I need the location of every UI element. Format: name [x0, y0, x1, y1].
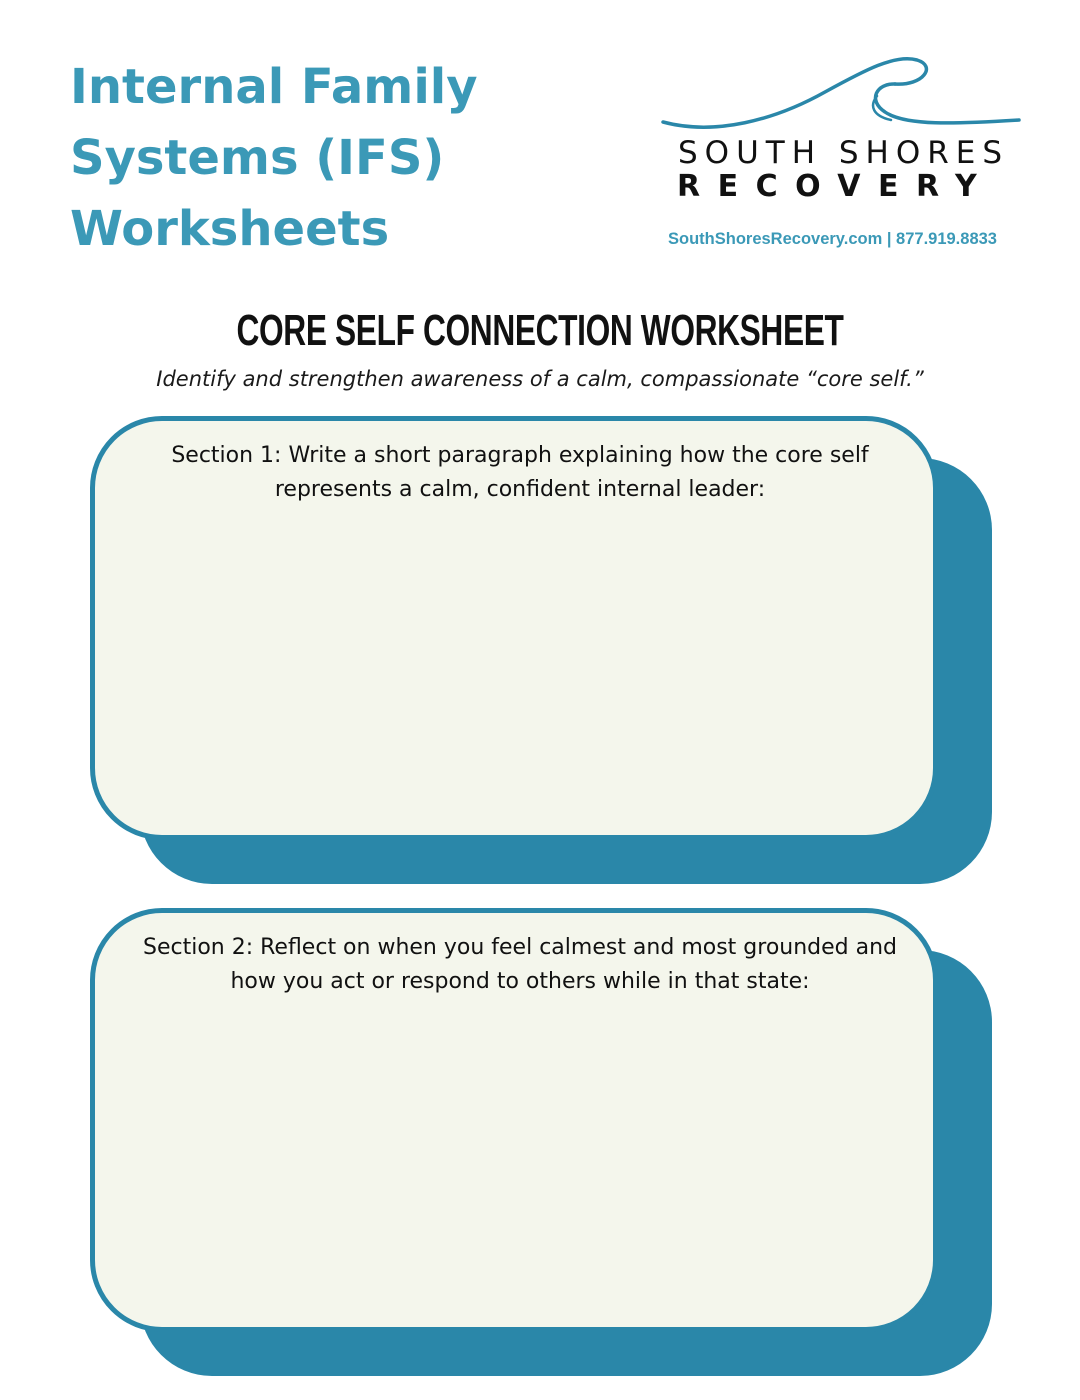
- section-1-prompt: Section 1: Write a short paragraph explaining how the core self represents a calm, confident internal leader:: [171, 443, 869, 502]
- page-title-line-3: Worksheets: [70, 201, 390, 257]
- section-2-answer-area[interactable]: [135, 1013, 905, 1303]
- contact-info: SouthShoresRecovery.com | 877.919.8833: [668, 230, 997, 248]
- logo-subname: RECOVERY: [677, 169, 995, 204]
- brand-logo: [655, 50, 1025, 260]
- logo-name: SOUTH SHORES: [678, 135, 1010, 171]
- section-1-card: [90, 416, 938, 840]
- section-2-card: [90, 908, 938, 1332]
- page-title: [70, 52, 570, 265]
- wave-icon: [655, 50, 1025, 140]
- page-title-line-1: Internal Family: [70, 59, 478, 115]
- page-title-line-2: Systems (IFS): [70, 130, 445, 186]
- section-2-prompt: Section 2: Reflect on when you feel calmest and most grounded and how you act or respond to others while in that state:: [142, 935, 898, 994]
- section-1-answer-area[interactable]: [135, 521, 905, 811]
- worksheet-subtitle: Identify and strengthen awareness of a calm, compassionate “core self.”: [156, 367, 924, 391]
- worksheet-title: CORE SELF CONNECTION WORKSHEET: [236, 306, 844, 355]
